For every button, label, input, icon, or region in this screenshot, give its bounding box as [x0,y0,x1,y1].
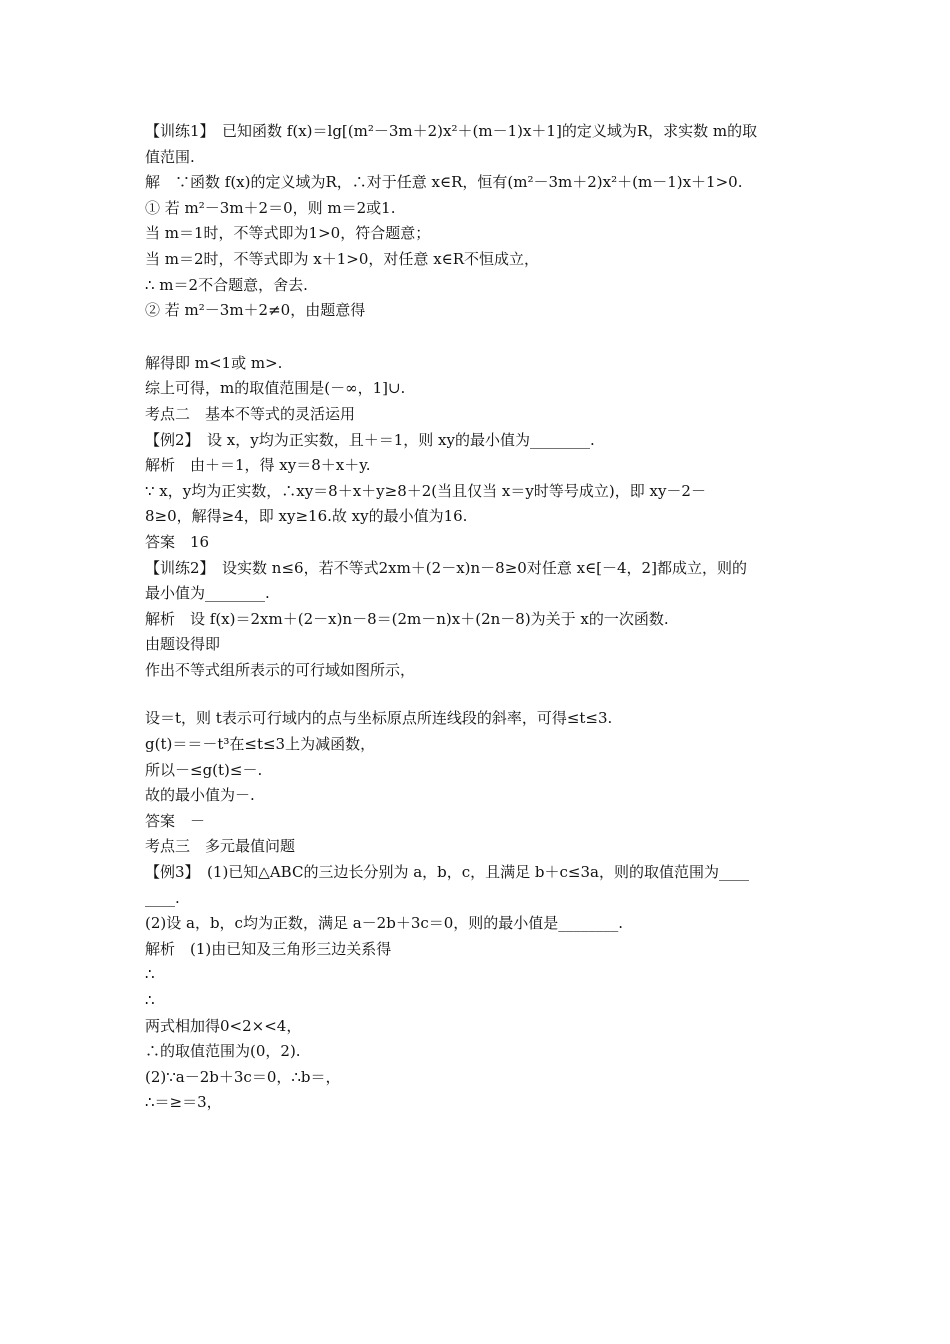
text-line: 两式相加得0<2×<4， [145,1016,302,1035]
text-line: 解析 设 f(x)＝2xm＋(2－x)n－8＝(2m－n)x＋(2n－8)为关于 x的一次函数. [145,609,669,628]
text-line: 解析 由＋＝1，得 xy＝8＋x＋y. [145,456,371,475]
text-line: ∴＝≥＝3， [145,1093,222,1112]
text-line: 解析 (1)由已知及三角形三边关系得 [145,939,392,958]
answer-line: 答案 16 [145,532,210,551]
document-body [145,119,810,1116]
text-line: ∴ m＝2不合题意，舍去. [145,275,308,294]
text-line: 作出不等式组所表示的可行域如图所示， [145,660,416,679]
text-line: 解 ∵函数 f(x)的定义域为R，∴对于任意 x∈R，恒有(m²－3m＋2)x²＋(m－1)x＋1>0. [145,173,743,192]
text-line: 当 m＝2时，不等式即为 x＋1>0，对任意 x∈R不恒成立， [145,249,540,268]
text-line: 【例3】 (1)已知△ABC的三边长分别为 a，b，c，且满足 b＋c≤3a，则的取值范围为____ [145,863,749,882]
text-line: (2)设 a，b，c均为正数，满足 a－2b＋3c＝0，则的最小值是________. [145,914,624,933]
text-line: ____. [145,888,180,907]
text-line: ② 若 m²－3m＋2≠0，由题意得 [145,301,366,320]
text-line: 当 m＝1时，不等式即为1>0，符合题意； [145,224,431,243]
text-line: 综上可得，m的取值范围是(－∞，1]∪. [145,379,406,398]
text-line: 故的最小值为－. [145,786,255,805]
text-line: 【例2】 设 x，y均为正实数，且＋＝1，则 xy的最小值为________. [145,430,595,449]
text-line: ∴的取值范围为(0，2). [145,1042,301,1061]
text-line: ∵ x，y均为正实数，∴xy＝8＋x＋y≥8＋2(当且仅当 x＝y时等号成立)，即 xy－2－ [145,481,706,500]
text-line: 所以－≤g(t)≤－. [145,760,263,779]
text-line: ∴ [145,965,155,984]
text-line: 【训练1】 已知函数 f(x)＝lg[(m²－3m＋2)x²＋(m－1)x＋1]的定义域为R，求实数 m的取 [145,122,758,140]
text-line: 【训练2】 设实数 n≤6，若不等式2xm＋(2－x)n－8≥0对任意 x∈[－4，2]都成立，则的 [145,558,747,577]
text-line: 解得即 m<1或 m>. [145,353,283,372]
answer-line: 答案 － [145,811,206,830]
text-line: 8≥0，解得≥4，即 xy≥16.故 xy的最小值为16. [145,507,468,526]
text-line: ① 若 m²－3m＋2＝0，则 m＝2或1. [145,198,396,217]
text-line: 设＝t，则 t表示可行域内的点与坐标原点所连线段的斜率，可得≤t≤3. [145,709,613,728]
figure-gap [145,683,810,706]
text-line: 值范围. [145,147,195,166]
formula-gap [145,324,810,351]
text-line: 最小值为________. [145,584,270,603]
text-line: (2)∵a－2b＋3c＝0，∴b＝， [145,1067,341,1086]
section-heading: 考点二 基本不等式的灵活运用 [145,404,356,423]
section-heading: 考点三 多元最值问题 [145,837,296,856]
text-line: g(t)＝＝－t³在≤t≤3上为减函数， [145,735,376,754]
text-line: 由题设得即 [145,635,221,654]
text-line: ∴ [145,991,155,1009]
